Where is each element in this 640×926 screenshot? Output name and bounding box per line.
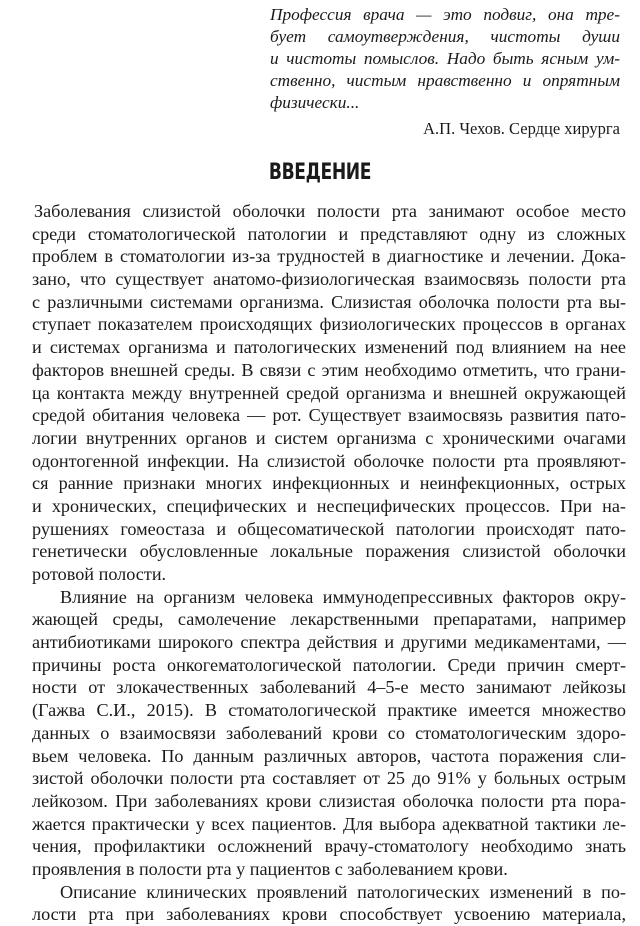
section-heading: ВВЕДЕНИЕ: [268, 160, 372, 185]
body-line: ступает показателем происходящих физиологических процессов в органах: [32, 314, 626, 335]
body-line: (Гажва С.И., 2015). В стоматологической практике имеется множество: [32, 700, 626, 721]
epigraph: [270, 4, 620, 140]
body-line: логии внутренних органов и систем организма с хроническими очагами: [32, 427, 626, 448]
body-line: рушениях гомеостаза и общесоматической патологии происходят пато-: [32, 518, 626, 539]
body-line: чения, профилактики осложнений врачу-стоматологу необходимо знать: [32, 836, 626, 857]
body-line: ся ранние признаки многих инфекционных и неинфекционных, острых: [32, 473, 626, 494]
epigraph-source: А.П. Чехов. Сердце хирурга: [423, 119, 620, 138]
body-line: вьем человека. По данным различных авторов, частота поражения сли-: [32, 745, 626, 766]
body-line: и системах организма и патологических изменений под влиянием на нее: [32, 337, 626, 358]
body-line: средой обитания человека — рот. Существует взаимосвязь развития пато-: [32, 405, 626, 426]
body-text: [32, 200, 626, 926]
body-line: факторов внешней среды. В связи с этим необходимо отметить, что грани-: [32, 359, 626, 380]
body-line: антибиотиками широкого спектра действия и другими медикаментами, —: [32, 632, 626, 653]
body-line: лейкозом. При заболеваниях крови слизистая оболочка полости рта пора-: [32, 790, 626, 811]
body-line: зано, что существует анатомо-физиологическая взаимосвязь полости рта: [32, 269, 626, 290]
epigraph-line: ственно, чистым нравственно и опрятным: [270, 71, 620, 90]
body-line: лости рта при заболеваниях крови способствует усвоению материала,: [32, 904, 626, 925]
epigraph-line: и чистоты помыслов. Надо быть ясным ум-: [270, 49, 620, 68]
epigraph-line: физически...: [270, 93, 360, 112]
body-line: генетически обусловленные локальные поражения слизистой оболочки: [32, 541, 626, 562]
body-line: жается практически у всех пациентов. Для выбора адекватной тактики ле-: [32, 813, 626, 834]
epigraph-line: бует самоутверждения, чистоты души: [270, 27, 620, 46]
body-line: и хронических, специфических и неспецифических процессов. При на-: [32, 495, 626, 516]
body-line: ца контакта между внутренней средой организма и внешней окружающей: [32, 382, 626, 403]
body-line: проблем в стоматологии из-за трудностей в диагностике и лечении. Дока-: [32, 246, 626, 267]
body-line: среди стоматологической патологии и представляют одну из сложных: [32, 223, 626, 244]
body-line: Заболевания слизистой оболочки полости рта занимают особое место: [34, 201, 626, 221]
body-line: с различными системами организма. Слизистая оболочка полости рта вы-: [32, 291, 626, 312]
body-line: данных о взаимосвязи заболеваний крови со стоматологическим здоро-: [32, 722, 626, 743]
body-line: проявления в полости рта у пациентов с заболеванием крови.: [32, 858, 508, 879]
body-line: зистой оболочки полости рта составляет от 25 до 91% у больных острым: [32, 768, 626, 789]
body-line: жающей среды, самолечение лекарственными препаратами, например: [32, 609, 626, 630]
body-line: ности от злокачественных заболеваний 4–5-е место занимают лейкозы: [32, 677, 626, 698]
body-line: одонтогенной инфекции. На слизистой оболочке полости рта проявляют-: [32, 450, 626, 471]
body-line: Описание клинических проявлений патологических изменений в по-: [60, 881, 626, 902]
body-line: причины роста онкогематологической патологии. Среди причин смерт-: [32, 654, 626, 675]
body-line: ротовой полости.: [32, 564, 167, 584]
epigraph-line: Профессия врача — это подвиг, она тре-: [270, 5, 620, 24]
body-line: Влияние на организм человека иммунодепрессивных факторов окру-: [60, 586, 626, 607]
